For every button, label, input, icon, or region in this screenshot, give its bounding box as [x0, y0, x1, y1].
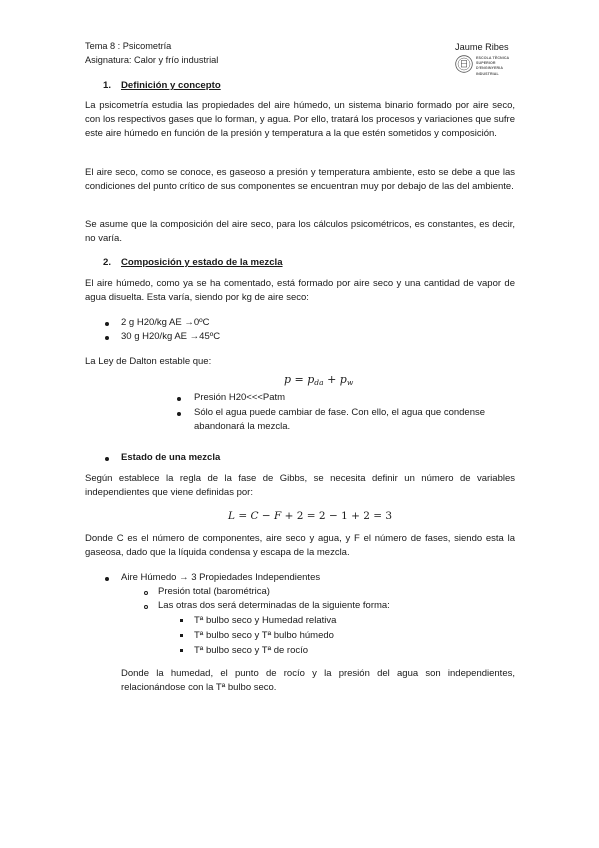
- bullet-icon: [177, 412, 181, 416]
- section1-title: Definición y concepto: [121, 80, 221, 91]
- circle-bullet-icon: [144, 605, 148, 609]
- dalton-intro: La Ley de Dalton estable que:: [85, 356, 212, 367]
- gibbs-paragraph: Según establece la regla de la fase de Gibbs, se necesita definir un número de variables independientes que viene definidas por:: [85, 473, 515, 499]
- state-title: Estado de una mezcla: [121, 452, 221, 463]
- circle-bullet-icon: [144, 591, 148, 595]
- square-bullet-icon: [180, 634, 183, 637]
- bullet-icon: [105, 322, 109, 326]
- bullet-item-0: 2 g H20/kg AE →0ºC: [121, 317, 210, 328]
- sq-item-2: Tª bulbo seco y Tª de rocío: [194, 645, 309, 656]
- bullet-icon: [177, 397, 181, 401]
- dalton-bullet-0: Presión H20<<<Patm: [194, 392, 286, 403]
- dalton-bullet-1: Sólo el agua puede cambiar de fase. Con ello, el agua que condense abandonará la mezcla.: [194, 407, 486, 433]
- section1-paragraph-1: La psicometría estudia las propiedades del aire húmedo, un sistema binario formado por aire seco, con los respectivos gases que lo forman, y agua. Por ello, tratará los procesos y variaciones que sufre este aire húmedo en función de la presión y temperatura a la que estén sometidos y composición.: [85, 100, 515, 140]
- bullet-icon: [105, 577, 109, 581]
- humid-air-item: Aire Húmedo → 3 Propiedades Independientes: [121, 572, 321, 583]
- bullet-item-1: 30 g H20/kg AE →45ºC: [121, 331, 221, 342]
- section2-title: Composición y estado de la mezcla: [121, 257, 283, 268]
- subject-line: Asignatura: Calor y frío industrial: [85, 54, 219, 65]
- dalton-equation: $p = p_{da} + p_w$: [284, 373, 354, 387]
- gibbs-equation: L = C − F + 2 = 2 − 1 + 2 = 3: [228, 510, 393, 522]
- section2-number: 2.: [103, 257, 112, 268]
- header-left: [85, 40, 218, 67]
- sq-item-1: Tª bulbo seco y Tª bulbo húmedo: [194, 630, 334, 641]
- bullet-icon: [105, 336, 109, 340]
- square-bullet-icon: [180, 649, 183, 652]
- sub-item-0: Presión total (barométrica): [158, 586, 270, 597]
- square-bullet-icon: [180, 619, 183, 622]
- gibbs-after-paragraph: Donde C es el número de componentes, aire seco y agua, y F el número de fases, siendo esta la gaseosa, dado que la líquida condensa y escapa de la mezcla.: [85, 533, 515, 559]
- sq-item-0: Tª bulbo seco y Humedad relativa: [194, 615, 337, 626]
- section1-heading: [103, 79, 221, 93]
- bullet-icon: [105, 457, 109, 461]
- seal-icon: [455, 55, 473, 73]
- university-logo: [455, 55, 517, 75]
- section1-paragraph-2: El aire seco, como se conoce, es gaseoso a presión y temperatura ambiente, esto se debe a que las condiciones del punto crítico de sus componentes se encuentran muy por debajo de las del ambiente.: [85, 167, 515, 193]
- section1-number: 1.: [103, 80, 112, 91]
- section2-paragraph-1: El aire húmedo, como ya se ha comentado, está formado por aire seco y una cantidad de vapor de agua disuelta. Esta varía, siendo por kg de aire seco:: [85, 278, 515, 304]
- closing-paragraph: Donde la humedad, el punto de rocío y la presión del agua son independientes, relacionándose con la Tª bulbo seco.: [121, 668, 515, 694]
- topic-line: Tema 8 : Psicometría: [85, 41, 172, 51]
- sub-item-1: Las otras dos será determinadas de la siguiente forma:: [158, 600, 390, 611]
- author-name: Jaume Ribes: [455, 42, 509, 52]
- logo-text: ESCOLA TÈCNICA SUPERIOR D'ENGINYERIA INDUSTRIAL: [476, 56, 510, 76]
- section2-heading: [103, 256, 283, 270]
- section1-paragraph-3: Se asume que la composición del aire seco, para los cálculos psicométricos, es constantes, es decir, no varía.: [85, 219, 515, 245]
